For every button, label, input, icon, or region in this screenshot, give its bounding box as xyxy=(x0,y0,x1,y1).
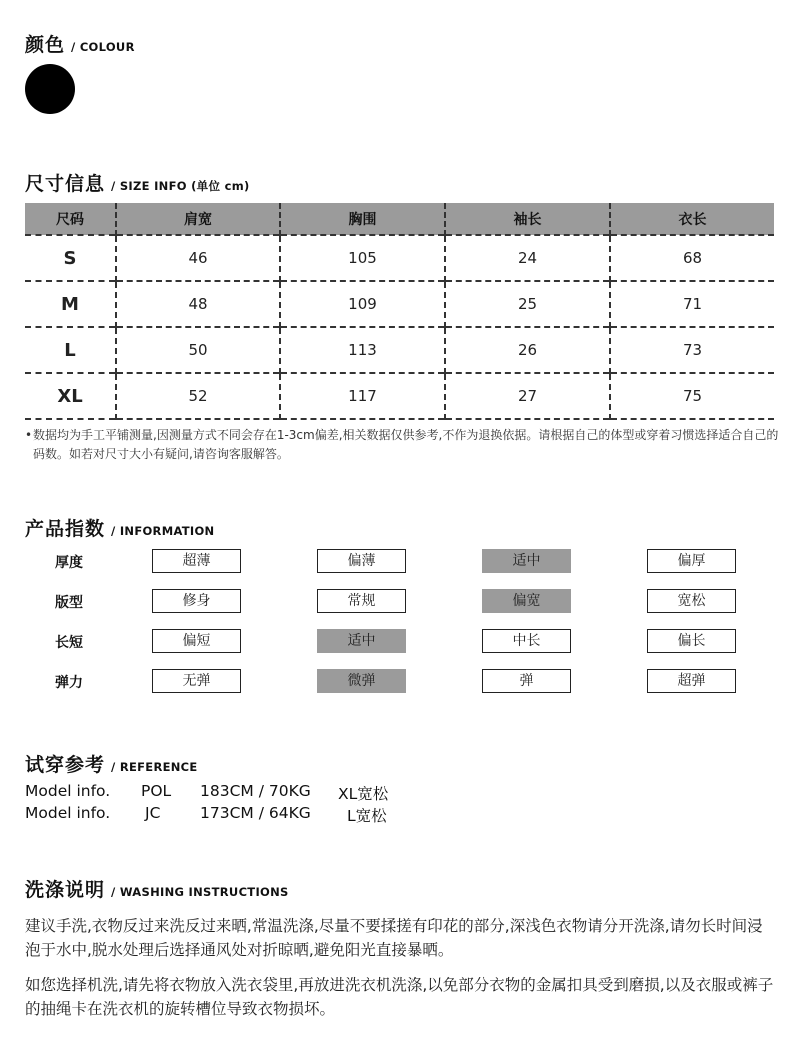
table-row xyxy=(25,373,774,419)
reference-title: 试穿参考 xyxy=(25,754,106,776)
table-cell: 71 xyxy=(610,281,774,327)
table-cell: 113 xyxy=(280,327,445,373)
reference-title-en: / REFERENCE xyxy=(111,760,198,774)
index-option: 无弹 xyxy=(152,669,241,693)
index-option: 偏长 xyxy=(647,629,736,653)
index-option: 弹 xyxy=(482,669,571,693)
table-cell: 25 xyxy=(445,281,610,327)
table-cell: 75 xyxy=(610,373,774,419)
index-row xyxy=(25,669,785,695)
reference-name: POL xyxy=(141,782,172,800)
table-cell: 26 xyxy=(445,327,610,373)
product-index-title-en: / INFORMATION xyxy=(111,524,215,538)
index-option: 超弹 xyxy=(647,669,736,693)
washing-title: 洗涤说明 xyxy=(25,879,106,901)
header-chest: 胸围 xyxy=(280,203,445,235)
index-option-selected: 适中 xyxy=(317,629,406,653)
size-cell: S xyxy=(63,247,77,269)
table-cell: 109 xyxy=(280,281,445,327)
header-size: 尺码 xyxy=(25,203,116,235)
reference-fit: L宽松 xyxy=(347,807,387,825)
table-cell: 50 xyxy=(116,327,280,373)
index-option: 超薄 xyxy=(152,549,241,573)
index-option: 偏薄 xyxy=(317,549,406,573)
table-cell: 48 xyxy=(116,281,280,327)
index-row-label: 版型 xyxy=(55,595,83,611)
size-info-title-en: / SIZE INFO (单位 cm) xyxy=(111,179,250,193)
washing-heading xyxy=(25,875,289,902)
index-row-label: 厚度 xyxy=(55,555,83,571)
index-row xyxy=(25,629,785,655)
reference-measure: 173CM / 64KG xyxy=(200,804,311,822)
colour-title: 颜色 xyxy=(25,34,66,56)
note-bullet: • xyxy=(25,428,33,442)
table-cell: 24 xyxy=(445,235,610,281)
size-table-header xyxy=(25,203,774,235)
header-sleeve: 袖长 xyxy=(445,203,610,235)
size-note xyxy=(25,426,780,464)
table-cell: 68 xyxy=(610,235,774,281)
table-row xyxy=(25,281,774,327)
table-row xyxy=(25,235,774,281)
table-cell: 105 xyxy=(280,235,445,281)
header-length: 衣长 xyxy=(610,203,774,235)
index-option-selected: 偏宽 xyxy=(482,589,571,613)
product-index-heading xyxy=(25,514,215,541)
table-cell: 52 xyxy=(116,373,280,419)
index-option-selected: 微弹 xyxy=(317,669,406,693)
index-option: 中长 xyxy=(482,629,571,653)
washing-paragraph: 建议手洗,衣物反过来洗反过来晒,常温洗涤,尽量不要揉搓有印花的部分,深浅色衣物请分开洗涤,请勿长时间浸泡于水中,脱水处理后选择通风处对折晾晒,避免阳光直接暴晒。 xyxy=(25,917,763,959)
table-cell: 73 xyxy=(610,327,774,373)
size-cell: XL xyxy=(57,385,83,407)
colour-title-en: / COLOUR xyxy=(71,40,135,54)
colour-swatch-black xyxy=(25,64,75,114)
index-option: 修身 xyxy=(152,589,241,613)
reference-label: Model info. xyxy=(25,782,111,800)
index-row xyxy=(25,589,785,615)
index-option: 宽松 xyxy=(647,589,736,613)
index-option: 常规 xyxy=(317,589,406,613)
size-table xyxy=(25,203,774,420)
note-text: 数据均为手工平铺测量,因测量方式不同会存在1-3cm偏差,相关数据仅供参考,不作为退换依据。请根据自己的体型或穿着习惯选择适合自己的码数。如若对尺寸大小有疑问,请咨询客服解答。 xyxy=(33,428,779,461)
size-cell: M xyxy=(61,293,79,315)
reference-label: Model info. xyxy=(25,804,111,822)
product-index-title: 产品指数 xyxy=(25,518,106,540)
table-cell: 117 xyxy=(280,373,445,419)
colour-heading xyxy=(25,30,135,57)
table-row xyxy=(25,327,774,373)
index-option: 偏厚 xyxy=(647,549,736,573)
reference-heading xyxy=(25,750,198,777)
washing-paragraph: 如您选择机洗,请先将衣物放入洗衣袋里,再放进洗衣机洗涤,以免部分衣物的金属扣具受到磨损,以及衣服或裤子的抽绳卡在洗衣机的旋转槽位导致衣物损坏。 xyxy=(25,976,774,1018)
reference-fit: XL宽松 xyxy=(338,785,389,803)
table-cell: 46 xyxy=(116,235,280,281)
index-row-label: 弹力 xyxy=(55,675,83,691)
index-row xyxy=(25,549,785,575)
reference-name: JC xyxy=(145,804,161,822)
index-option: 偏短 xyxy=(152,629,241,653)
size-info-heading xyxy=(25,169,250,196)
size-info-title: 尺寸信息 xyxy=(25,173,106,195)
header-shoulder: 肩宽 xyxy=(116,203,280,235)
index-option-selected: 适中 xyxy=(482,549,571,573)
index-row-label: 长短 xyxy=(55,635,83,651)
reference-measure: 183CM / 70KG xyxy=(200,782,311,800)
size-cell: L xyxy=(64,339,76,361)
table-cell: 27 xyxy=(445,373,610,419)
washing-title-en: / WASHING INSTRUCTIONS xyxy=(111,885,289,899)
